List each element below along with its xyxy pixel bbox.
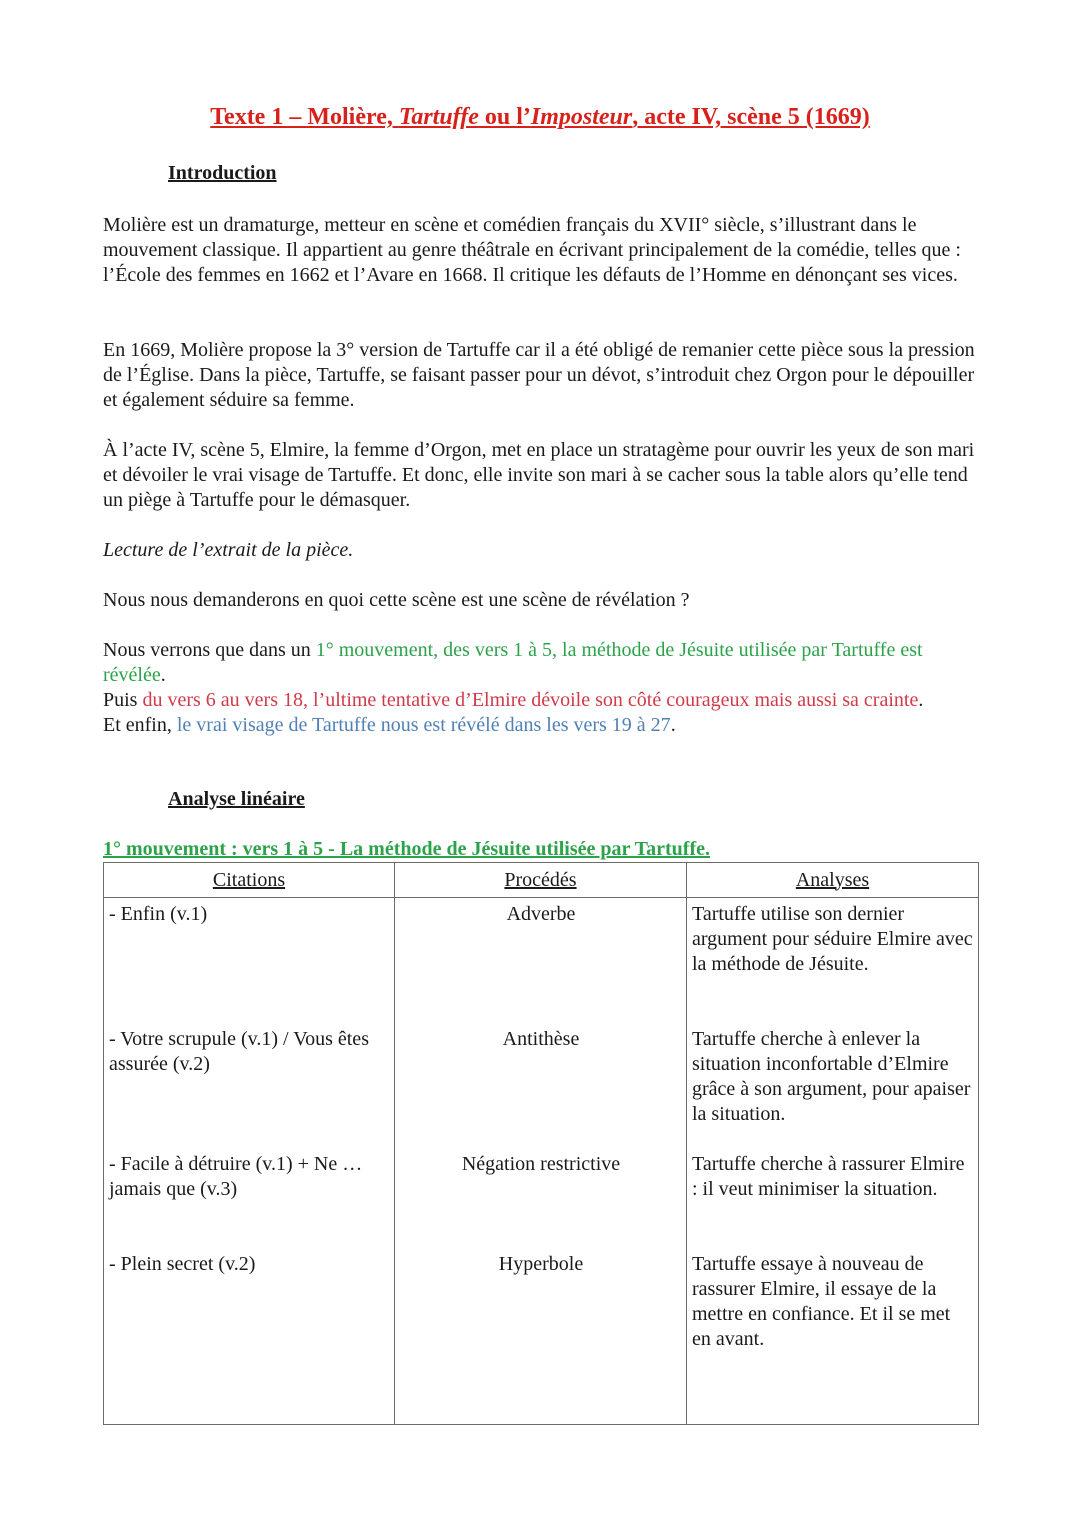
problematic: Nous nous demanderons en quoi cette scène est une scène de révélation ? [103,589,690,611]
table-row [104,1023,979,1148]
plan-line-2: Puis du vers 6 au vers 18, l’ultime tentative d’Elmire dévoile son côté courageux mais aussi sa crainte. [103,689,924,711]
analyse-cell: Tartuffe cherche à enlever la situation inconfortable d’Elmire grâce à son argument, pour apaiser la situation. [687,1023,979,1148]
analyse-cell: Tartuffe cherche à rassurer Elmire : il veut minimiser la situation. [687,1148,979,1248]
table-header-row [104,863,979,898]
analyse-cell: Tartuffe utilise son dernier argument pour séduire Elmire avec la méthode de Jésuite. [687,898,979,1023]
title-prefix: Texte 1 – Molière, [210,104,399,130]
title-middle: ou l’ [478,104,531,130]
table-row [104,1248,979,1425]
intro-paragraph-1: Molière est un dramaturge, metteur en scène et comédien français du XVII° siècle, s’illustrant dans le mouvement classique. Il appartient au genre théâtrale en écrivant principalement de la comédie, telles que : l’École des femmes en 1662 et l’Avare en 1668. Il critique les défauts de l’Homme en dénonçant ses vices. [103,214,961,286]
intro-paragraph-2: En 1669, Molière propose la 3° version de Tartuffe car il a été obligé de remanier cette pièce sous la pression de l’Église. Dans la pièce, Tartuffe, se faisant passer pour un dévot, s’introduit chez Orgon pour le dépouiller et également séduire sa femme. [103,339,975,411]
plan-line-1: Nous verrons que dans un 1° mouvement, des vers 1 à 5, la méthode de Jésuite utilisée par Tartuffe est révélée. [103,639,923,686]
plan-movement-1: 1° mouvement, des vers 1 à 5, la méthode de Jésuite utilisée par Tartuffe est révélée [103,639,923,686]
document-title [0,104,1080,131]
procede-cell: Hyperbole [395,1248,687,1425]
plan-line-3: Et enfin, le vrai visage de Tartuffe nous est révélé dans les vers 19 à 27. [103,714,676,736]
citation-cell: - Enfin (v.1) [104,898,395,1023]
analysis-table [103,862,979,1425]
citation-cell: - Facile à détruire (v.1) + Ne … jamais que (v.3) [104,1148,395,1248]
reading-note: Lecture de l’extrait de la pièce. [103,539,354,561]
column-header-citations: Citations [104,863,395,898]
table-row [104,1148,979,1248]
plan-movement-3: le vrai visage de Tartuffe nous est révélé dans les vers 19 à 27 [176,714,671,736]
title-suffix: , acte IV, scène 5 (1669) [632,104,870,130]
introduction-heading: Introduction [168,162,277,184]
column-header-procedes: Procédés [395,863,687,898]
procede-cell: Adverbe [395,898,687,1023]
procede-cell: Antithèse [395,1023,687,1148]
citation-cell: - Plein secret (v.2) [104,1248,395,1425]
table-row [104,898,979,1023]
procede-cell: Négation restrictive [395,1148,687,1248]
movement-1-heading: 1° mouvement : vers 1 à 5 - La méthode de Jésuite utilisée par Tartuffe. [103,838,711,860]
intro-paragraph-3: À l’acte IV, scène 5, Elmire, la femme d’Orgon, met en place un stratagème pour ouvrir les yeux de son mari et dévoiler le vrai visage de Tartuffe. Et donc, elle invite son mari à se cacher sous la table alors qu’elle tend un piège à Tartuffe pour le démasquer. [103,439,975,511]
analysis-heading: Analyse linéaire [168,788,305,810]
column-header-analyses: Analyses [687,863,979,898]
title-work: Tartuffe [398,104,479,130]
plan-announcement [103,638,983,738]
plan-movement-2: du vers 6 au vers 18, l’ultime tentative d’Elmire dévoile son côté courageux mais aussi sa crainte [142,689,919,711]
citation-cell: - Votre scrupule (v.1) / Vous êtes assurée (v.2) [104,1023,395,1148]
title-imposteur: Imposteur [530,104,633,130]
analyse-cell: Tartuffe essaye à nouveau de rassurer Elmire, il essaye de la mettre en confiance. Et il se met en avant. [687,1248,979,1425]
